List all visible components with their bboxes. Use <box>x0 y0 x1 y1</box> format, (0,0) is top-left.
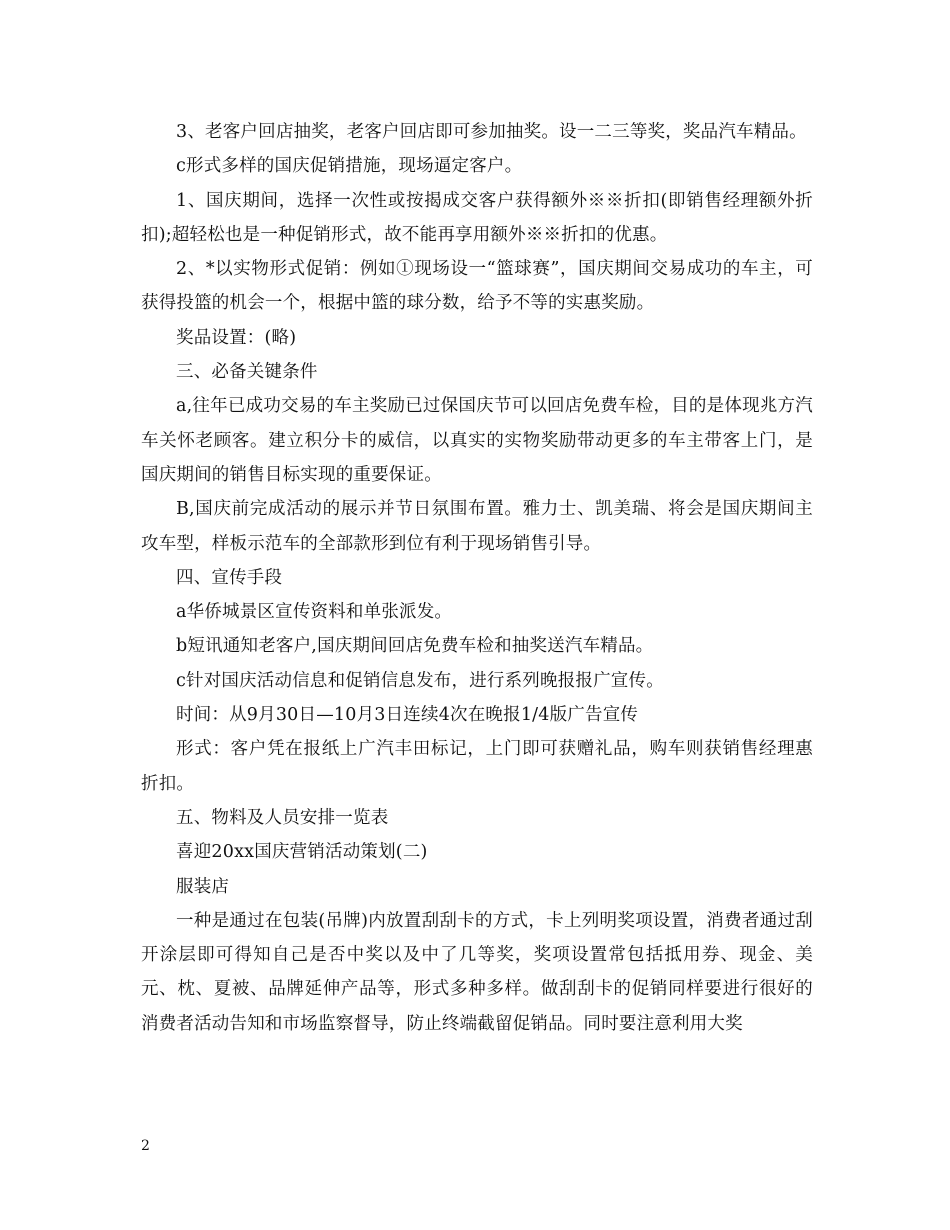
page-number: 2 <box>141 1138 150 1154</box>
section-heading: 四、宣传手段 <box>176 567 283 588</box>
section-heading: 五、物料及人员安排一览表 <box>176 807 389 828</box>
paragraph: a,往年已成功交易的车主奖励已过保国庆节可以回店免费车检，目的是体现兆方汽车关怀老顾客。建立积分卡的威信，以真实的实物奖励带动更多的车主带客上门，是国庆期间的销售目标实现的重要保证。 <box>141 396 813 485</box>
paragraph: 形式：客户凭在报纸上广汽丰田标记，上门即可获赠礼品，购车则获销售经理惠折扣。 <box>141 739 813 794</box>
paragraph: a华侨城景区宣传资料和单张派发。 <box>176 602 453 623</box>
paragraph: 一种是通过在包装(吊牌)内放置刮刮卡的方式，卡上列明奖项设置，消费者通过刮开涂层即可得知自己是否中奖以及中了几等奖，奖项设置常包括抵用券、现金、美元、枕、夏被、品牌延伸产品等，形式多种多样。做刮刮卡的促销同样要进行很好的消费者活动告知和市场监察督导，防止终端截留促销品。同时要注意利用大奖 <box>141 910 813 1034</box>
section-heading: 三、必备关键条件 <box>176 362 318 383</box>
paragraph: 1、国庆期间，选择一次性或按揭成交客户获得额外※※折扣(即销售经理额外折扣);超轻松也是一种促销形式，故不能再享用额外※※折扣的优惠。 <box>141 190 813 245</box>
paragraph: 时间：从9月30日—10月3日连续4次在晚报1/4版广告宣传 <box>176 705 639 726</box>
paragraph: 3、老客户回店抽奖，老客户回店即可参加抽奖。设一二三等奖，奖品汽车精品。 <box>176 122 807 142</box>
document-body <box>141 115 813 1041</box>
paragraph: 奖品设置：(略) <box>176 327 297 348</box>
paragraph: c针对国庆活动信息和促销信息发布，进行系列晚报报广宣传。 <box>176 670 664 691</box>
paragraph: b短讯通知老客户,国庆期间回店免费车检和抽奖送汽车精品。 <box>176 636 654 657</box>
paragraph: 服装店 <box>176 876 230 897</box>
paragraph: B,国庆前完成活动的展示并节日氛围布置。雅力士、凯美瑞、将会是国庆期间主攻车型，样板示范车的全部款形到位有利于现场销售引导。 <box>141 499 813 554</box>
paragraph: 2、*以实物形式促销：例如①现场设一“篮球赛”，国庆期间交易成功的车主，可获得投篮的机会一个，根据中篮的球分数，给予不等的实惠奖励。 <box>141 259 813 314</box>
paragraph: c形式多样的国庆促销措施，现场逼定客户。 <box>176 156 523 177</box>
document-subtitle: 喜迎20xx国庆营销活动策划(二) <box>176 842 428 863</box>
